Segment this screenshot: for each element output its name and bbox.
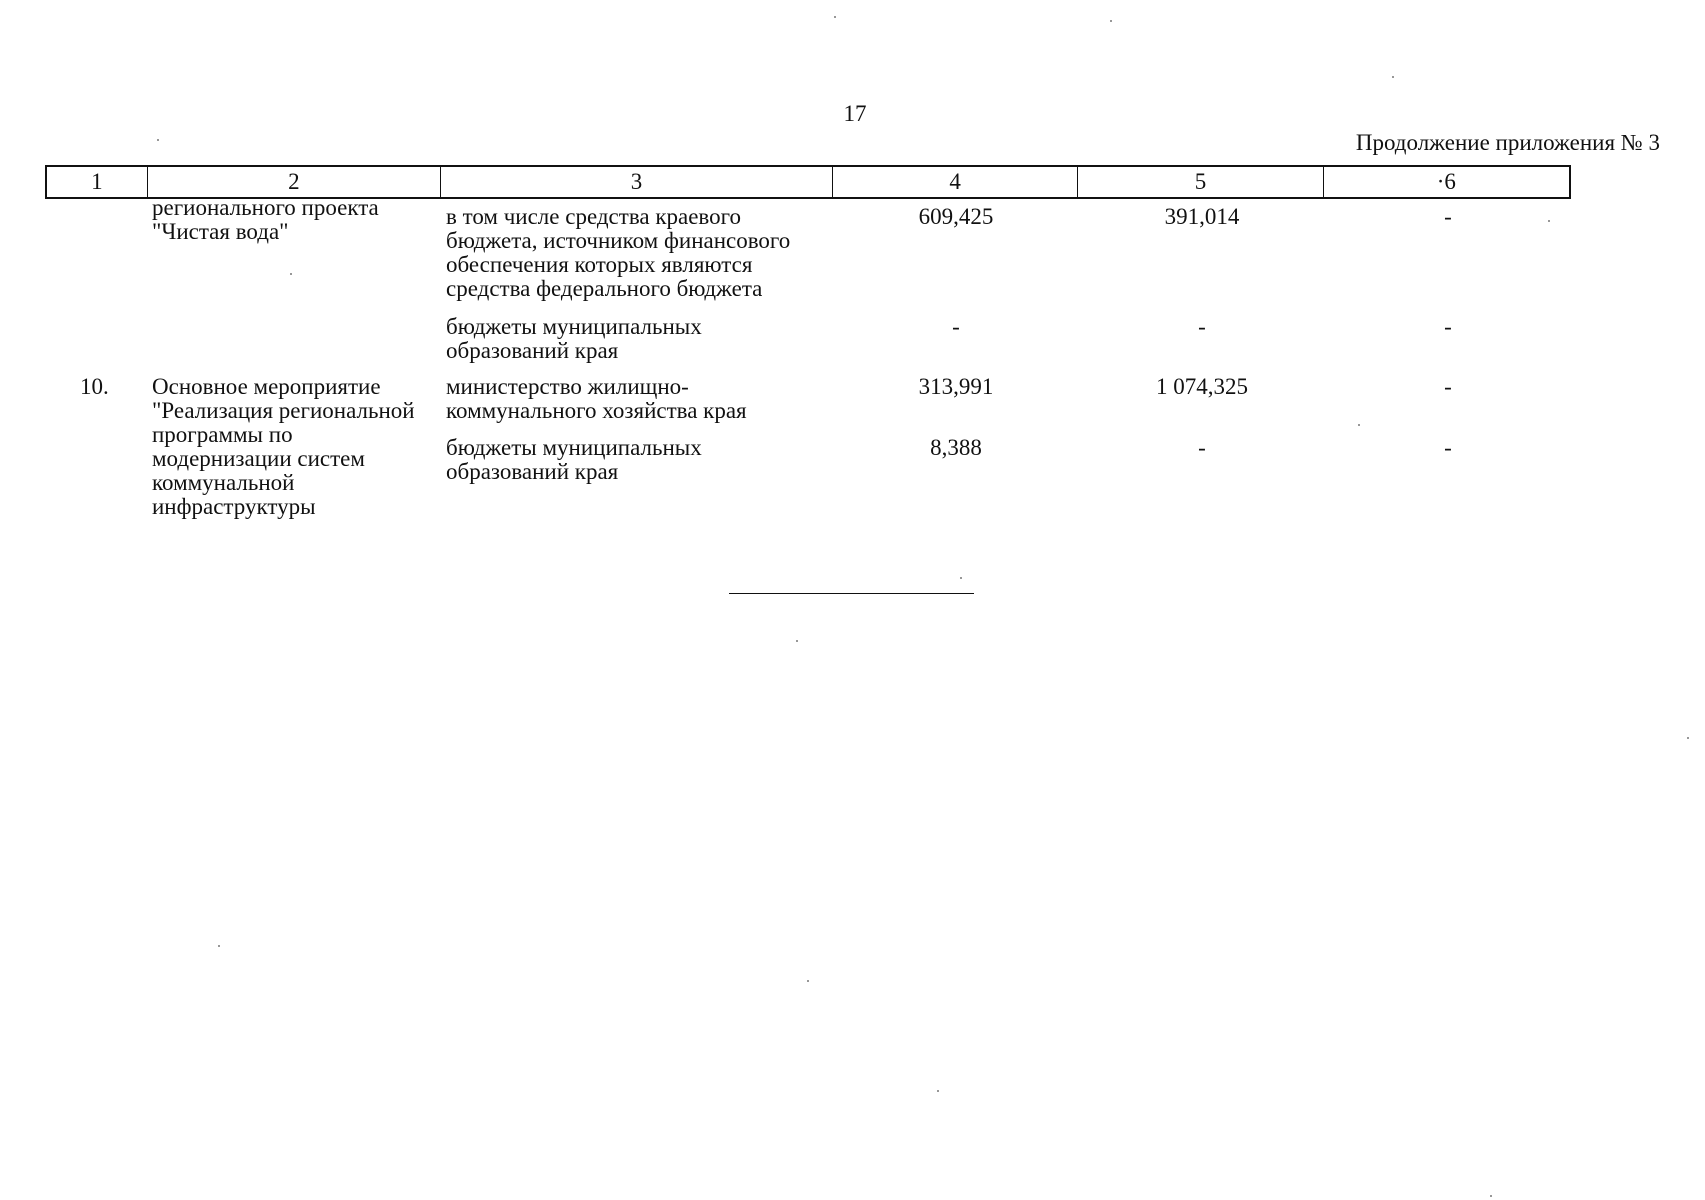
scan-speck (1358, 424, 1360, 426)
row-description (152, 375, 415, 519)
text-line: программы по (152, 422, 293, 447)
text-line: министерство жилищно- (446, 374, 689, 399)
header-col-3: 3 (440, 167, 832, 197)
funding-source (446, 375, 747, 423)
value-col-6: - (1444, 314, 1452, 339)
table-header-row (45, 165, 1571, 199)
scan-speck (1490, 1195, 1492, 1197)
text-line: обеспечения которых являются (446, 252, 753, 277)
scan-speck (834, 16, 836, 18)
text-line: регионального проекта (152, 195, 379, 220)
header-col-1: 1 (91, 169, 103, 194)
header-col-5: 5 (1077, 167, 1322, 197)
value-col-4: 609,425 (918, 204, 994, 229)
value-col-4: 313,991 (918, 374, 994, 399)
funding-source (446, 205, 790, 301)
text-line: образований края (446, 459, 619, 484)
header-col-6: ·6 (1323, 167, 1569, 197)
text-line: образований края (446, 338, 619, 363)
text-line: средства федерального бюджета (446, 276, 763, 301)
scan-speck (1687, 737, 1689, 739)
scan-speck (807, 980, 809, 982)
value-col-4: - (952, 314, 960, 339)
scan-speck (960, 577, 962, 579)
funding-source (446, 315, 702, 363)
text-line: бюджеты муниципальных (446, 435, 702, 460)
value-col-5: 1 074,325 (1156, 374, 1248, 399)
text-line: "Чистая вода" (152, 219, 289, 244)
value-col-5: 391,014 (1164, 204, 1240, 229)
text-line: бюджета, источником финансового (446, 228, 791, 253)
scan-speck (157, 139, 159, 141)
closing-rule (729, 593, 974, 594)
header-col-2: 2 (147, 167, 440, 197)
text-line: "Реализация региональной (152, 398, 415, 423)
text-line: бюджеты муниципальных (446, 314, 702, 339)
text-line: инфраструктуры (152, 494, 316, 519)
row-number: 10. (80, 374, 109, 399)
row-description (152, 196, 379, 244)
value-col-6: - (1444, 435, 1452, 460)
value-col-6: - (1444, 204, 1452, 229)
text-line: коммунального хозяйства края (446, 398, 747, 423)
scan-speck (218, 945, 220, 947)
scan-speck (1548, 220, 1550, 222)
value-col-4: 8,388 (930, 435, 982, 460)
appendix-continuation-note: Продолжение приложения № 3 (1355, 130, 1660, 155)
page-number: 17 (843, 101, 867, 126)
text-line: модернизации систем (152, 446, 365, 471)
scan-speck (290, 273, 292, 275)
value-col-5: - (1198, 435, 1206, 460)
text-line: коммунальной (152, 470, 295, 495)
text-line: Основное мероприятие (152, 374, 381, 399)
scan-speck (937, 1090, 939, 1092)
value-col-5: - (1198, 314, 1206, 339)
scan-speck (1110, 20, 1112, 22)
text-line: в том числе средства краевого (446, 204, 741, 229)
scan-speck (796, 640, 798, 642)
funding-source (446, 436, 702, 484)
scan-speck (1392, 76, 1394, 78)
header-col-4: 4 (832, 167, 1077, 197)
value-col-6: - (1444, 374, 1452, 399)
